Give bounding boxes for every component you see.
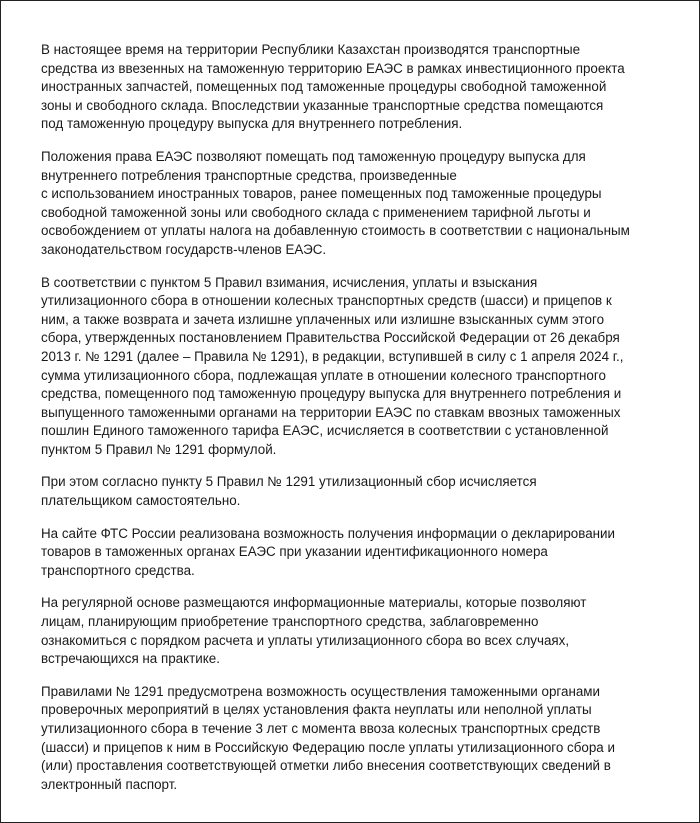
paragraph-information-materials: На регулярной основе размещаются информационные материалы, которые позволяют лицам, планирующим приобретение транспортного средства, заблаговременно ознакомиться с порядком расчета и уплаты утилизационного сбора во всех случаях, встречающихся на практике. bbox=[41, 595, 587, 667]
paragraph-eaeu-law-provisions: Положения права ЕАЭС позволяют помещать под таможенную процедуру выпуска для внутреннего потребления транспортные средства, произведенные с использованием иностранных товаров, ранее помещенных под таможенные процедуры свободной таможенной зоны или свободного склада с применением тарифной льготы и освобождением от уплаты налога на добавленную стоимость в соответствии с национальным законодательством государств-членов ЕАЭС. bbox=[41, 148, 630, 257]
document-body bbox=[41, 41, 666, 808]
paragraph-verification-measures: Правилами № 1291 предусмотрена возможность осуществления таможенными органами проверочных мероприятий в целях установления факта неуплаты или неполной уплаты утилизационного сбора в течение 3 лет с момента ввоза колесных транспортных средств (шасси) и прицепов к ним в Российскую Федерацию после уплаты утилизационного сбора и (или) проставления соответствующей отметки либо внесения соответствующих сведений в электронный паспорт. bbox=[41, 683, 615, 792]
paragraph-fts-website: На сайте ФТС России реализована возможность получения информации о декларировании товаров в таможенных органах ЕАЭС при указании идентификационного номера транспортного средства. bbox=[41, 525, 615, 578]
paragraph-self-calculation: При этом согласно пункту 5 Правил № 1291 утилизационный сбор исчисляется плательщиком самостоятельно. bbox=[41, 474, 537, 509]
paragraph-kazakhstan-production: В настоящее время на территории Республики Казахстан производятся транспортные средства из ввезенных на таможенную территорию ЕАЭС в рамках инвестиционного проекта иностранных запчастей, помещенных под таможенные процедуры свободной таможенной зоны и свободного склада. Впоследствии указанные транспортные средства помещаются под таможенную процедуру выпуска для внутреннего потребления. bbox=[41, 42, 625, 132]
paragraph-rules-1291-calculation: В соответствии с пунктом 5 Правил взимания, исчисления, уплаты и взыскания утилизационного сбора в отношении колесных транспортных средств (шасси) и прицепов к ним, а также возврата и зачета излишне уплаченных или излишне взысканных сумм этого сбора, утвержденных постановлением Правительства Российской Федерации от 26 декабря 2013 г. № 1291 (далее – Правила № 1291), в редакции, вступившей в силу с 1 апреля 2024 г., сумма утилизационного сбора, подлежащая уплате в отношении колесного транспортного средства, помещенного под таможенную процедуру выпуска для внутреннего потребления и выпущенного таможенными органами на территории ЕАЭС по ставкам ввозных таможенных пошлин Единого таможенного тарифа ЕАЭС, исчисляется в соответствии с установленной пунктом 5 Правил № 1291 формулой. bbox=[41, 274, 624, 457]
